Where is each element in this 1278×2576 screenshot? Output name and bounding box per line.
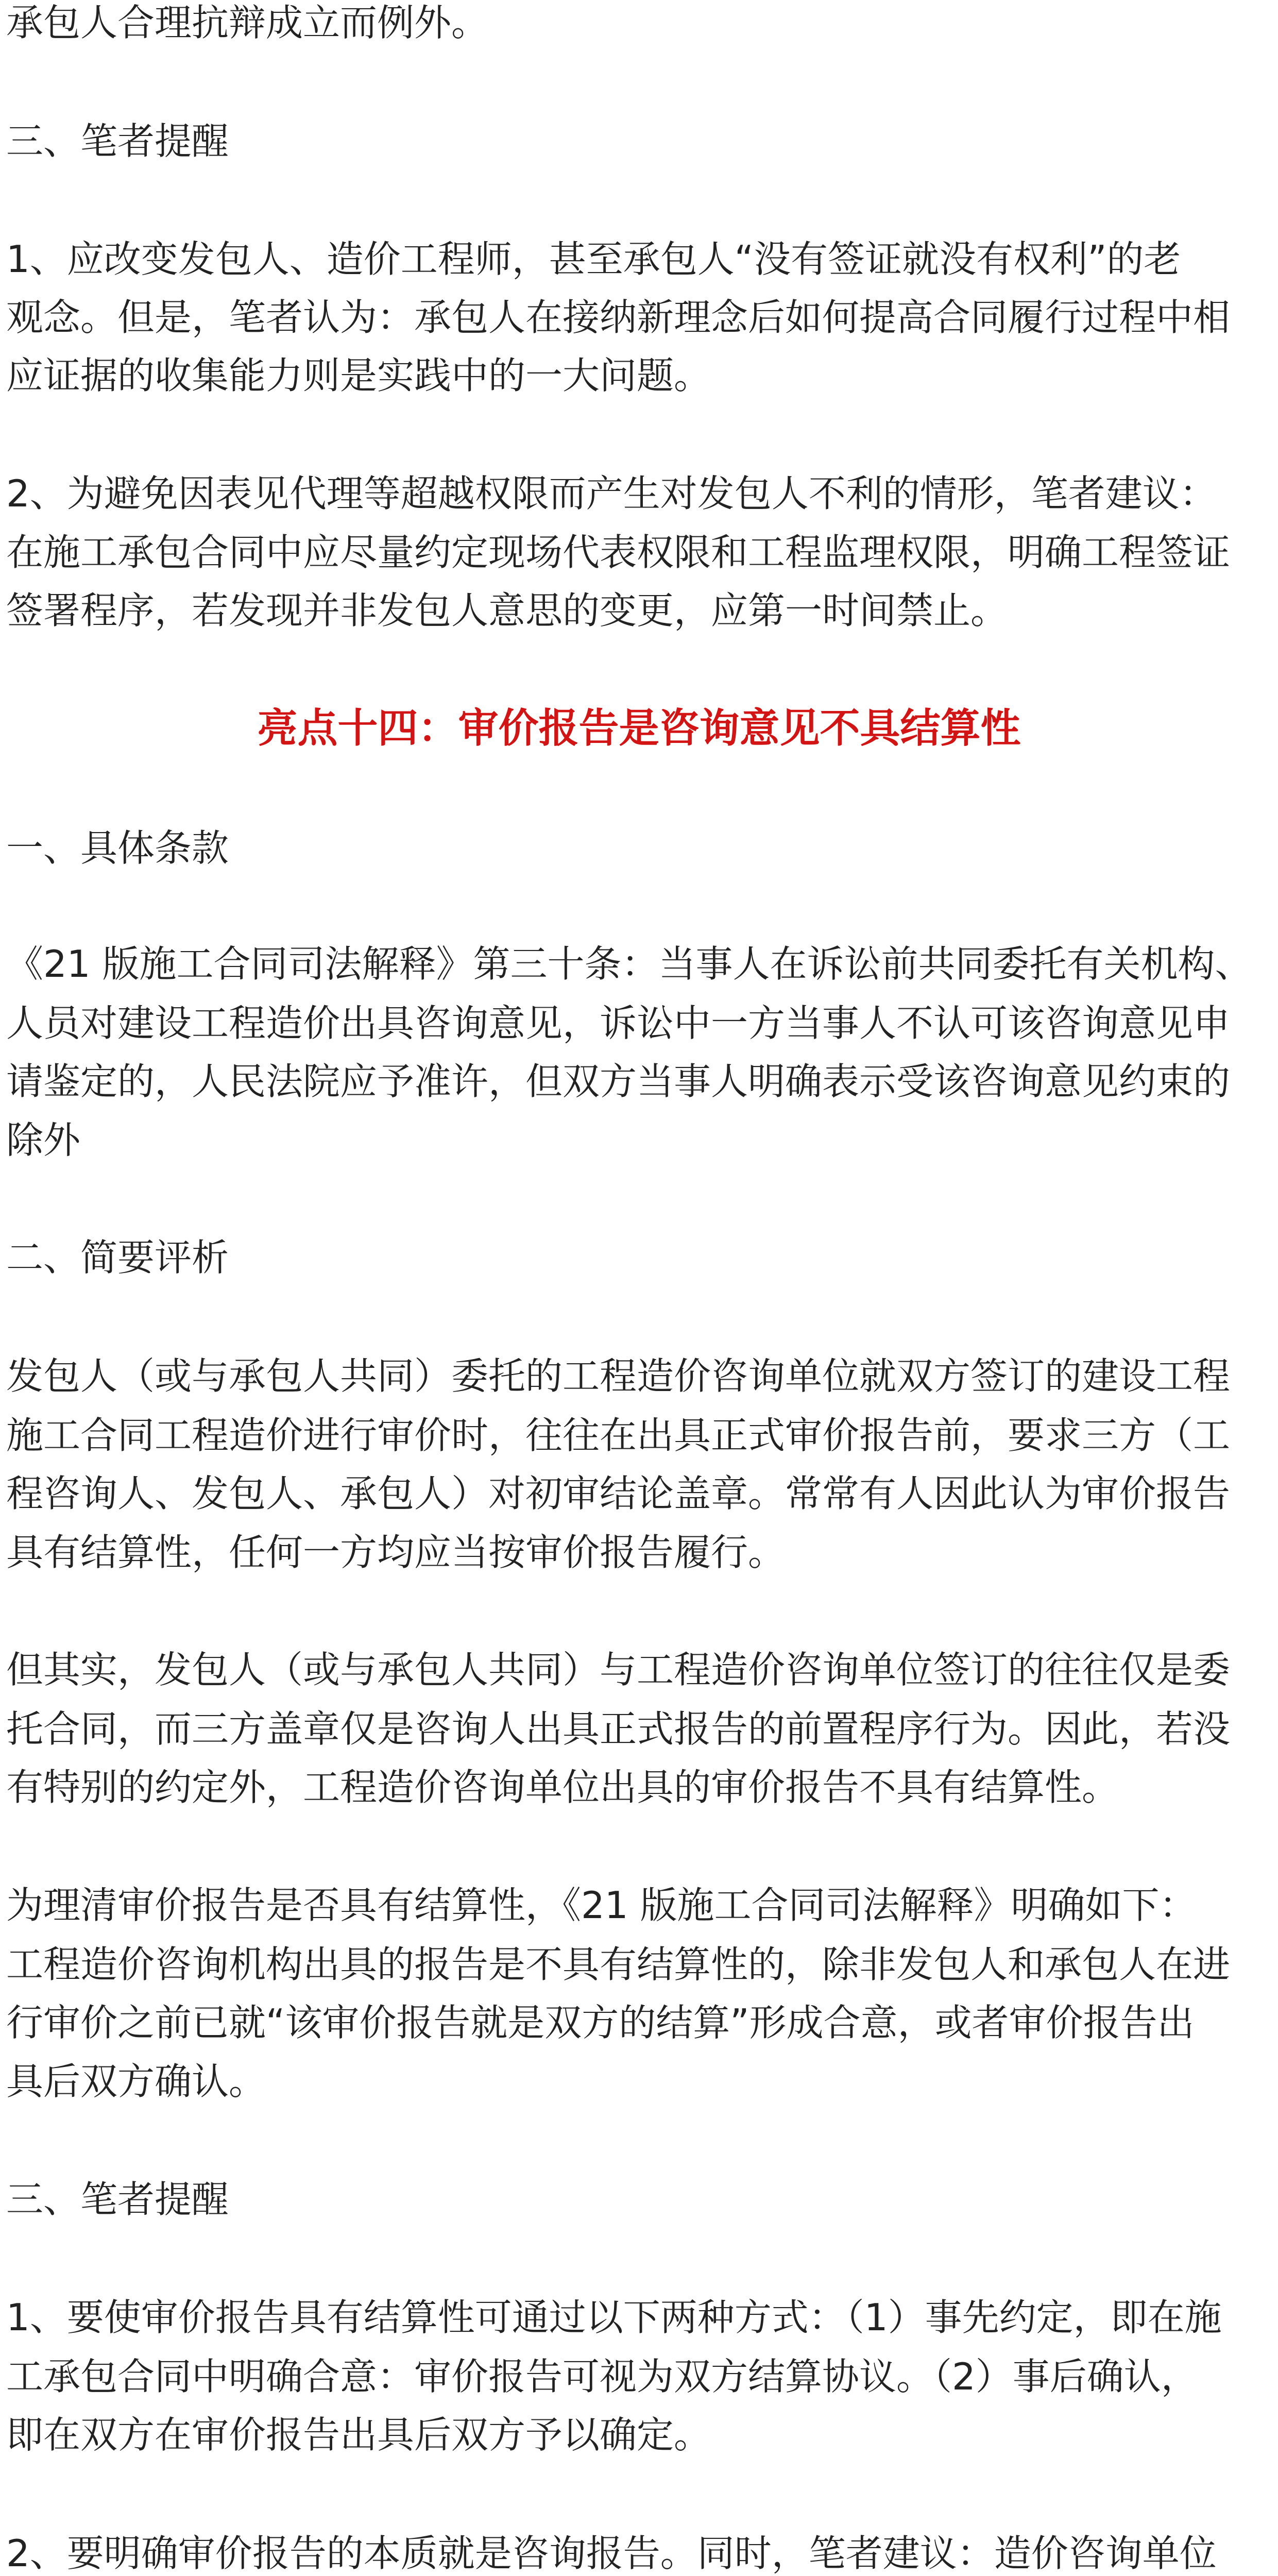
- text-line: 但其实，发包人（或与承包人共同）与工程造价咨询单位签订的往往仅是委: [6, 1648, 1231, 1691]
- text-line: 一、具体条款: [6, 826, 229, 870]
- text-line: 承包人合理抗辩成立而例外。: [6, 1, 489, 44]
- text-line: 应证据的收集能力则是实践中的一大问题。: [6, 354, 711, 397]
- text-line: 人员对建设工程造价出具咨询意见，诉讼中一方当事人不认可该咨询意见申: [6, 1002, 1231, 1045]
- text-line: 工承包合同中明确合意：审价报告可视为双方结算协议。（2）事后确认，: [6, 2355, 1198, 2398]
- text-line: 施工合同工程造价进行审价时，往往在出具正式审价报告前，要求三方（工: [6, 1414, 1231, 1457]
- text-line: 托合同，而三方盖章仅是咨询人出具正式报告的前置程序行为。因此，若没: [6, 1707, 1231, 1751]
- text-line: 在施工承包合同中应尽量约定现场代表权限和工程监理权限，明确工程签证: [6, 531, 1231, 574]
- text-line: 工程造价咨询机构出具的报告是不具有结算性的，除非发包人和承包人在进: [6, 1943, 1231, 1986]
- text-line: 请鉴定的，人民法院应予准许，但双方当事人明确表示受该咨询意见约束的: [6, 1060, 1231, 1103]
- text-line: 为理清审价报告是否具有结算性，《21 版施工合同司法解释》明确如下：: [6, 1884, 1197, 1927]
- text-line: 1、要使审价报告具有结算性可通过以下两种方式：（1）事先约定，即在施: [6, 2296, 1222, 2339]
- text-line: 1、应改变发包人、造价工程师，甚至承包人“没有签证就没有权利”的老: [6, 238, 1181, 281]
- text-line: 发包人（或与承包人共同）委托的工程造价咨询单位就双方签订的建设工程: [6, 1354, 1231, 1398]
- text-line: 具后双方确认。: [6, 2060, 266, 2103]
- text-line: 2、为避免因表见代理等超越权限而产生对发包人不利的情形，笔者建议：: [6, 472, 1217, 515]
- text-line: 三、笔者提醒: [6, 120, 229, 163]
- text-line: 行审价之前已就“该审价报告就是双方的结算”形成合意，或者审价报告出: [6, 2001, 1195, 2044]
- text-line: 二、简要评析: [6, 1236, 229, 1279]
- text-line: 《21 版施工合同司法解释》第三十条：当事人在诉讼前共同委托有关机构、: [6, 942, 1252, 986]
- section-heading: 亮点十四：审价报告是咨询意见不具结算性: [257, 705, 1021, 752]
- text-line: 有特别的约定外，工程造价咨询单位出具的审价报告不具有结算性。: [6, 1766, 1119, 1809]
- text-line: 三、笔者提醒: [6, 2178, 229, 2221]
- text-line: 程咨询人、发包人、承包人）对初审结论盖章。常常有人因此认为审价报告: [6, 1472, 1231, 1515]
- text-line: 观念。但是，笔者认为：承包人在接纳新理念后如何提高合同履行过程中相: [6, 296, 1231, 339]
- text-line: 除外: [6, 1118, 81, 1162]
- text-line: 具有结算性，任何一方均应当按审价报告履行。: [6, 1531, 786, 1574]
- text-line: 即在双方在审价报告出具后双方予以确定。: [6, 2413, 711, 2456]
- text-line: 签署程序，若发现并非发包人意思的变更，应第一时间禁止。: [6, 589, 1008, 632]
- text-line: 2、要明确审价报告的本质就是咨询报告。同时，笔者建议：造价咨询单位: [6, 2532, 1217, 2575]
